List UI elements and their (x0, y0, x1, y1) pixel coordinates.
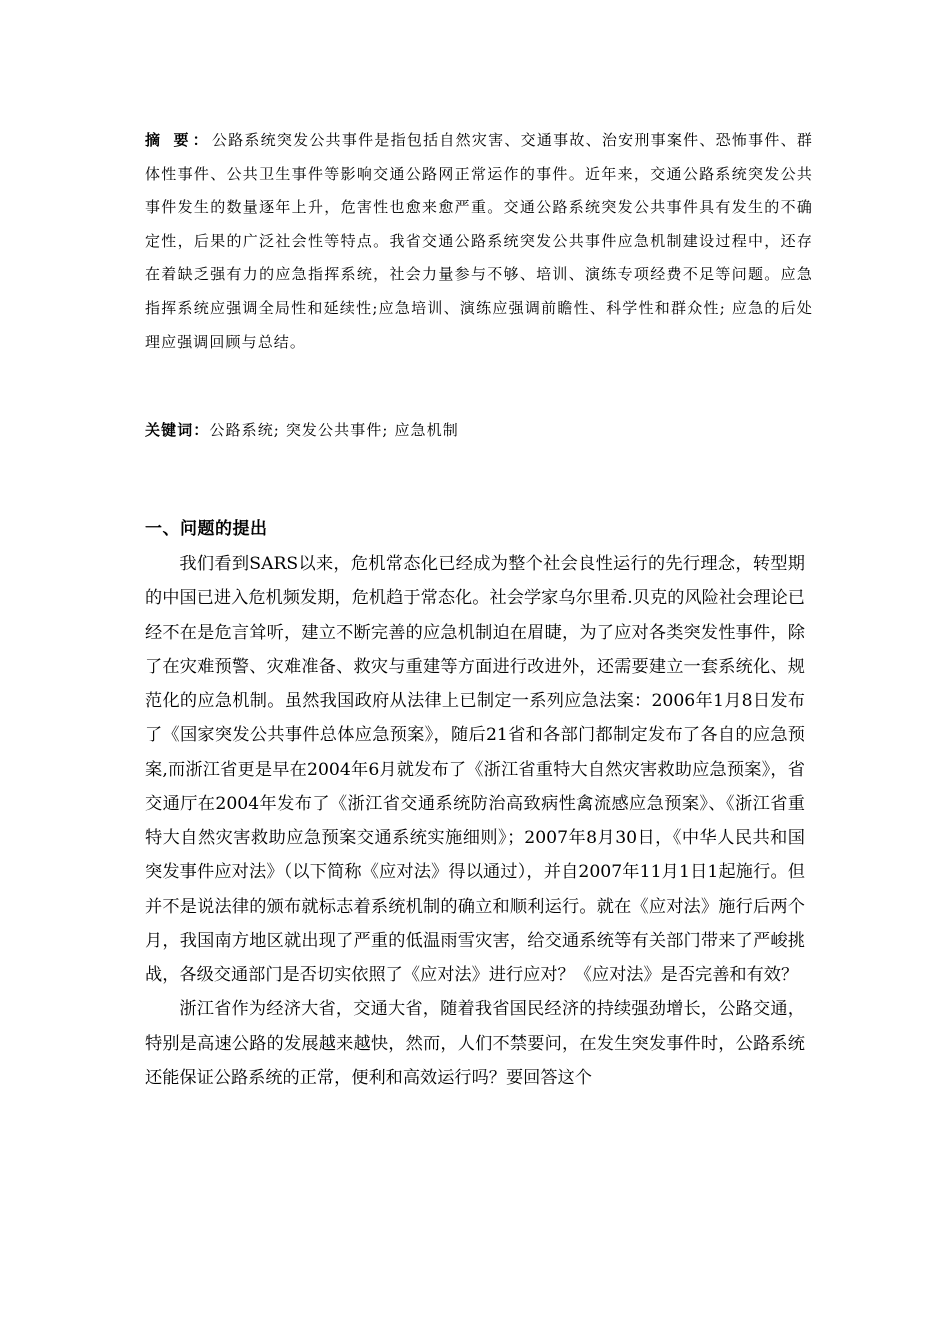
section-body (145, 547, 805, 1095)
keywords-label: 关键词： (145, 421, 210, 439)
keywords-text: 公路系统; 突发公共事件; 应急机制 (209, 421, 459, 439)
body-paragraph: 浙江省作为经济大省，交通大省，随着我省国民经济的持续强劲增长，公路交通，特别是高速公路的发展越来越快，然而，人们不禁要问，在发生突发事件时，公路系统还能保证公路系统的正常，便利和高效运行吗？要回答这个 (145, 999, 805, 1088)
abstract-text: 公路系统突发公共事件是指包括自然灾害、交通事故、治安刑事案件、恐怖事件、群体性事件、公共卫生事件等影响交通公路网正常运作的事件。近年来，交通公路系统突发公共事件发生的数量逐年上升，危害性也愈来愈严重。交通公路系统突发公共事件具有发生的不确定性，后果的广泛社会性等特点。我省交通公路系统突发公共事件应急机制建设过程中，还存在着缺乏强有力的应急指挥系统，社会力量参与不够、培训、演练专项经费不足等问题。应急指挥系统应强调全局性和延续性;应急培训、演练应强调前瞻性、科学性和群众性; 应急的后处理应强调回顾与总结。 (145, 131, 813, 351)
abstract (145, 124, 813, 359)
abstract-label: 摘 要： (145, 131, 212, 149)
section-heading: 一、问题的提出 (145, 519, 268, 539)
body-paragraph: 我们看到SARS以来，危机常态化已经成为整个社会良性运行的先行理念，转型期的中国已进入危机频发期，危机趋于常态化。社会学家乌尔里希.贝克的风险社会理论已经不在是危言耸听，建立不断完善的应急机制迫在眉睫，为了应对各类突发性事件，除了在灾难预警、灾难准备、救灾与重建等方面进行改进外，还需要建立一套系统化、规范化的应急机制。虽然我国政府从法律上已制定一系列应急法案：2006年1月8日发布了《国家突发公共事件总体应急预案》，随后21省和各部门都制定发布了各自的应急预案,而浙江省更是早在2004年6月就发布了《浙江省重特大自然灾害救助应急预案》，省交通厅在2004年发布了《浙江省交通系统防治高致病性禽流感应急预案》、《浙江省重特大自然灾害救助应急预案交通系统实施细则》；2007年8月30日，《中华人民共和国突发事件应对法》（以下简称《应对法》得以通过），并自2007年11月1日1起施行。但并不是说法律的颁布就标志着系统机制的确立和顺利运行。就在《应对法》施行后两个月，我国南方地区就出现了严重的低温雨雪灾害，给交通系统等有关部门带来了严峻挑战，各级交通部门是否切实依照了《应对法》进行应对？《应对法》是否完善和有效？ (145, 554, 805, 985)
keywords (145, 414, 813, 448)
